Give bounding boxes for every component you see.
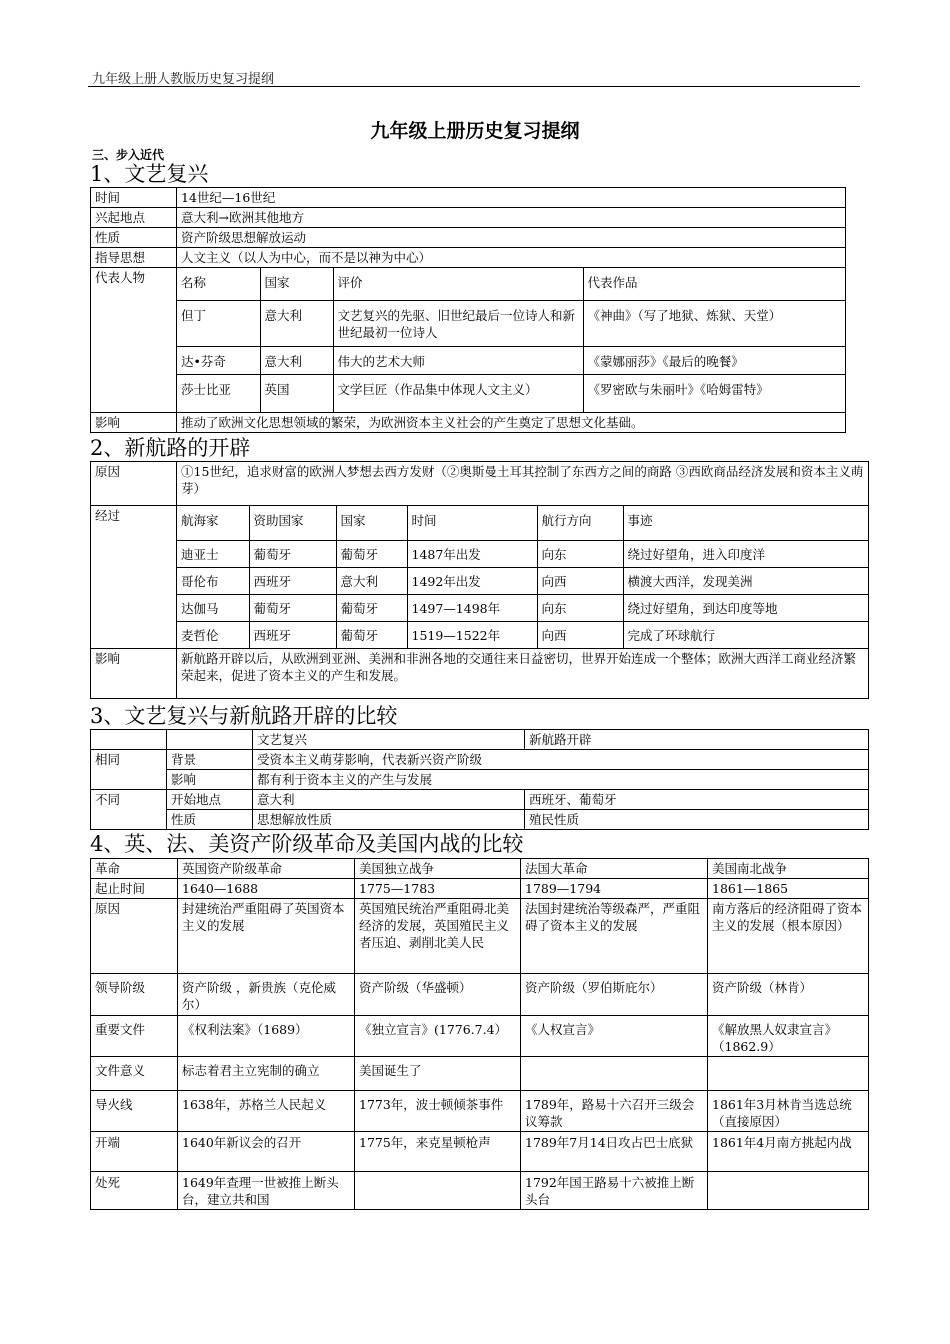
cell-value: 西班牙、葡萄牙 [525, 790, 869, 810]
cell-label: 开始地点 [167, 790, 253, 810]
cell-label: 时间 [91, 188, 177, 208]
col-header: 名称 [177, 268, 260, 300]
header-rule [88, 86, 860, 87]
col-header: 革命 [91, 859, 178, 879]
col-header: 事迹 [623, 506, 868, 540]
cell-label: 兴起地点 [91, 208, 177, 228]
col-header: 时间 [407, 506, 537, 540]
voyage-country: 葡萄牙 [336, 621, 407, 648]
table-cell: 1638年，苏格兰人民起义 [178, 1091, 355, 1132]
heading-comparison: 3、文艺复兴与新航路开辟的比较 [90, 704, 398, 728]
figure-country: 意大利 [260, 300, 333, 346]
running-header: 九年级上册人教版历史复习提纲 [92, 72, 275, 87]
voyage-sponsor: 葡萄牙 [249, 594, 336, 621]
cell-label: 影响 [167, 770, 253, 790]
section-label: 三、步入近代 [92, 148, 165, 162]
empty-cell [91, 730, 167, 750]
col-header: 美国南北战争 [708, 859, 869, 879]
col-header: 代表作品 [583, 268, 845, 300]
table-cell: 美国诞生了 [355, 1057, 521, 1091]
voyage-sponsor: 西班牙 [249, 567, 336, 594]
cell-value: 新航路开辟以后，从欧洲到亚洲、美洲和非洲各地的交通往来日益密切，世界开始连成一个整体；欧洲大西洋工商业经济繁荣起来，促进了资本主义的产生和发展。 [177, 649, 869, 699]
renaissance-table [90, 187, 846, 433]
row-label: 导火线 [91, 1091, 178, 1132]
figure-name: 但丁 [177, 300, 260, 346]
figure-works: 《神曲》（写了地狱、炼狱、天堂） [583, 300, 845, 346]
cell-value: 思想解放性质 [253, 810, 525, 830]
table-cell: 1775—1783 [355, 879, 521, 899]
table-cell: 1789年7月14日攻占巴士底狱 [521, 1132, 708, 1172]
table-cell: 南方落后的经济阻碍了资本主义的发展（根本原因） [708, 899, 869, 974]
row-group-label: 相同 [91, 750, 167, 790]
figure-country: 英国 [260, 374, 333, 412]
voyage-country: 葡萄牙 [336, 594, 407, 621]
col-header: 航海家 [177, 506, 249, 540]
table-cell: 1789年，路易十六召开三级会议筹款 [521, 1091, 708, 1132]
voyage-time: 1492年出发 [407, 567, 537, 594]
col-header: 新航路开辟 [525, 730, 869, 750]
new-routes-table [90, 461, 869, 699]
cell-label: 性质 [91, 228, 177, 248]
table-cell: 1775年，来克星顿枪声 [355, 1132, 521, 1172]
row-label: 起止时间 [91, 879, 178, 899]
table-cell [708, 1172, 869, 1210]
figure-review: 伟大的艺术大师 [333, 346, 583, 374]
cell-label: 代表人物 [91, 268, 177, 413]
row-label: 原因 [91, 899, 178, 974]
page-title: 九年级上册历史复习提纲 [370, 120, 580, 142]
col-header: 美国独立战争 [355, 859, 521, 879]
cell-label: 背景 [167, 750, 253, 770]
table-cell: 资产阶级 ，新贵族（克伦威尔） [178, 974, 355, 1016]
cell-value: 人文主义（以人为中心，而不是以神为中心） [177, 248, 846, 268]
voyage-deed: 完成了环球航行 [627, 627, 716, 643]
voyage-direction: 向东 [537, 594, 623, 621]
voyage-sponsor: 葡萄牙 [249, 540, 336, 567]
voyage-time: 1487年出发 [407, 540, 537, 567]
table-cell: 1649年查理一世被推上断头台，建立共和国 [178, 1172, 355, 1210]
table-cell: 1640年新议会的召开 [178, 1132, 355, 1172]
voyage-direction: 向东 [537, 540, 623, 567]
table-cell: 《独立宣言》(1776.7.4） [355, 1016, 521, 1057]
table-cell: 资产阶级（林肯） [708, 974, 869, 1016]
col-header: 英国资产阶级革命 [178, 859, 355, 879]
table-cell: 1861年3月林肯当选总统（直接原因） [708, 1091, 869, 1132]
voyage-navigator: 迪亚士 [177, 540, 249, 567]
voyage-direction: 向西 [537, 567, 623, 594]
table-cell: 《权利法案》（1689） [178, 1016, 355, 1057]
voyage-sponsor: 西班牙 [249, 621, 336, 648]
cell-value: 受资本主义萌芽影响，代表新兴资产阶级 [253, 750, 869, 770]
cell-value: ①15世纪，追求财富的欧洲人梦想去西方发财（②奥斯曼土耳其控制了东西方之间的商路 ③西欧商品经济发展和资本主义萌芽） [177, 462, 869, 506]
table-cell [521, 1057, 708, 1091]
cell-value: 殖民性质 [525, 810, 869, 830]
cell-label: 原因 [91, 462, 177, 506]
cell-value: 资产阶级思想解放运动 [177, 228, 846, 248]
figure-country: 意大利 [260, 346, 333, 374]
voyage-deed: 绕过好望角，进入印度洋 [623, 540, 868, 567]
cell-label: 性质 [167, 810, 253, 830]
table-cell: 1789—1794 [521, 879, 708, 899]
voyage-navigator: 达伽马 [177, 594, 249, 621]
figure-name: 莎士比亚 [177, 374, 260, 412]
col-header: 航行方向 [537, 506, 623, 540]
row-label: 处死 [91, 1172, 178, 1210]
cell-value: 推动了欧洲文化思想领域的繁荣，为欧洲资本主义社会的产生奠定了思想文化基础。 [177, 413, 846, 433]
figure-name: 达•芬奇 [177, 346, 260, 374]
col-header: 评价 [333, 268, 583, 300]
heading-renaissance: 1、文艺复兴 [90, 162, 209, 186]
col-header: 国家 [336, 506, 407, 540]
table-cell [708, 1057, 869, 1091]
figure-review: 文艺复兴的先驱、旧世纪最后一位诗人和新世纪最初一位诗人 [333, 300, 583, 346]
voyage-deed: 绕过好望角，到达印度等地 [623, 594, 868, 621]
table-cell [355, 1172, 521, 1210]
cell-label: 影响 [91, 649, 177, 699]
heading-revolutions: 4、英、法、美资产阶级革命及美国内战的比较 [90, 832, 524, 856]
cell-value: 意大利 [253, 790, 525, 810]
table-cell: 《人权宣言》 [521, 1016, 708, 1057]
table-cell: 1792年国王路易十六被推上断头台 [521, 1172, 708, 1210]
voyages-subtable [177, 506, 868, 648]
comparison-table [90, 729, 869, 830]
table-cell: 英国殖民统治严重阻碍北美经济的发展，英国殖民主义者压迫、剥削北美人民 [355, 899, 521, 974]
row-label: 重要文件 [91, 1016, 178, 1057]
heading-new-routes: 2、新航路的开辟 [90, 436, 251, 460]
row-group-label: 不同 [91, 790, 167, 830]
voyage-navigator: 哥伦布 [177, 567, 249, 594]
voyage-time: 1497—1498年 [407, 594, 537, 621]
col-header: 国家 [260, 268, 333, 300]
cell-label: 影响 [91, 413, 177, 433]
row-label: 领导阶级 [91, 974, 178, 1016]
revolutions-table [90, 858, 869, 1210]
empty-cell [167, 730, 253, 750]
figure-works: 《罗密欧与朱丽叶》《哈姆雷特》 [587, 381, 769, 397]
figures-subtable [177, 268, 845, 412]
figure-review: 文学巨匠（作品集中体现人文主义） [333, 374, 583, 412]
table-cell: 《解放黑人奴隶宣言》（1862.9） [708, 1016, 869, 1057]
row-label: 开端 [91, 1132, 178, 1172]
table-cell: 资产阶级（罗伯斯庇尔） [521, 974, 708, 1016]
table-cell: 1861—1865 [708, 879, 869, 899]
table-cell: 法国封建统治等级森严，严重阻碍了资本主义的发展 [521, 899, 708, 974]
col-header: 资助国家 [249, 506, 336, 540]
col-header: 文艺复兴 [253, 730, 525, 750]
table-cell: 1773年，波士顿倾茶事件 [355, 1091, 521, 1132]
voyage-time: 1519—1522年 [407, 621, 537, 648]
table-cell: 资产阶级（华盛顿） [355, 974, 521, 1016]
voyage-direction: 向西 [537, 621, 623, 648]
row-label: 文件意义 [91, 1057, 178, 1091]
voyage-country: 意大利 [336, 567, 407, 594]
voyage-navigator: 麦哲伦 [177, 621, 249, 648]
table-cell: 1640—1688 [178, 879, 355, 899]
col-header: 法国大革命 [521, 859, 708, 879]
table-cell: 1861年4月南方挑起内战 [708, 1132, 869, 1172]
table-cell: 封建统治严重阻碍了英国资本主义的发展 [178, 899, 355, 974]
voyage-country: 葡萄牙 [336, 540, 407, 567]
cell-label: 指导思想 [91, 248, 177, 268]
table-cell: 标志着君主立宪制的确立 [178, 1057, 355, 1091]
cell-value: 都有利于资本主义的产生与发展 [253, 770, 869, 790]
cell-value: 意大利→欧洲其他地方 [177, 208, 846, 228]
voyage-deed: 横渡大西洋，发现美洲 [623, 567, 868, 594]
cell-value: 14世纪—16世纪 [177, 188, 846, 208]
cell-label: 经过 [91, 506, 177, 649]
figure-works: 《蒙娜丽莎》《最后的晚餐》 [583, 346, 845, 374]
